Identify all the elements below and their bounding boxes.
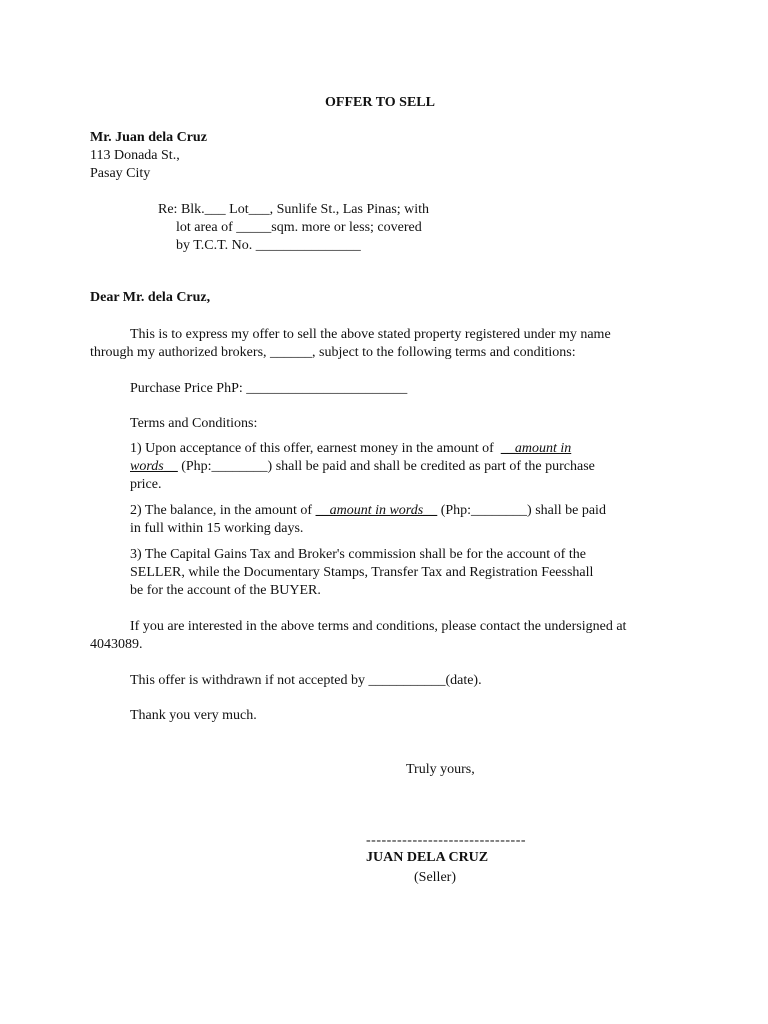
term-1-line-1: [130, 440, 571, 458]
thanks-line: Thank you very much.: [130, 708, 257, 723]
term-1-line-3: price.: [130, 477, 162, 492]
terms-heading: Terms and Conditions:: [130, 416, 258, 431]
purchase-price: Purchase Price PhP: _______________________: [130, 381, 408, 396]
term-1-line-2: [130, 458, 595, 476]
amount-in-words-blank: __amount in: [500, 441, 572, 456]
term-3-line-1: 3) The Capital Gains Tax and Broker's commission shall be for the account of the: [130, 547, 586, 562]
addressee-street: 113 Donada St.,: [90, 148, 180, 163]
signatory-name: JUAN DELA CRUZ: [366, 850, 489, 865]
re-line-3: by T.C.T. No. _______________: [176, 238, 361, 253]
intro-line-1: This is to express my offer to sell the above stated property registered under my name: [130, 327, 611, 342]
signatory-role: (Seller): [414, 870, 456, 885]
re-line-1: Re: Blk.___ Lot___, Sunlife St., Las Pinas; with: [158, 202, 430, 217]
intro-line-2: through my authorized brokers, ______, subject to the following terms and conditions:: [90, 345, 576, 360]
re-line-2: lot area of _____sqm. more or less; covered: [176, 220, 422, 235]
contact-line-2: 4043089.: [90, 637, 143, 652]
contact-line-1: If you are interested in the above terms and conditions, please contact the undersigned at: [130, 619, 627, 634]
term-1-text: (Php:________) shall be paid and shall be credited as part of the purchase: [177, 459, 595, 474]
signature-line: -------------------------------: [366, 833, 527, 848]
addressee-city: Pasay City: [90, 166, 151, 181]
term-2-text: (Php:________) shall be paid: [437, 503, 606, 518]
document-title: OFFER TO SELL: [325, 95, 435, 110]
term-1-text: 1) Upon acceptance of this offer, earnest money in the amount of: [130, 441, 501, 456]
amount-in-words-blank: words__: [130, 459, 178, 474]
salutation: Dear Mr. dela Cruz,: [90, 290, 211, 305]
closing: Truly yours,: [406, 762, 475, 777]
amount-in-words-blank: __amount in words__: [315, 503, 438, 518]
term-2-line-1: [130, 502, 606, 520]
term-3-line-2: SELLER, while the Documentary Stamps, Transfer Tax and Registration Feesshall: [130, 565, 594, 580]
term-3-line-3: be for the account of the BUYER.: [130, 583, 321, 598]
withdrawal-notice: This offer is withdrawn if not accepted by ___________(date).: [130, 673, 482, 688]
addressee-name: Mr. Juan dela Cruz: [90, 130, 207, 145]
term-2-line-2: in full within 15 working days.: [130, 521, 304, 536]
term-2-text: 2) The balance, in the amount of: [130, 503, 316, 518]
